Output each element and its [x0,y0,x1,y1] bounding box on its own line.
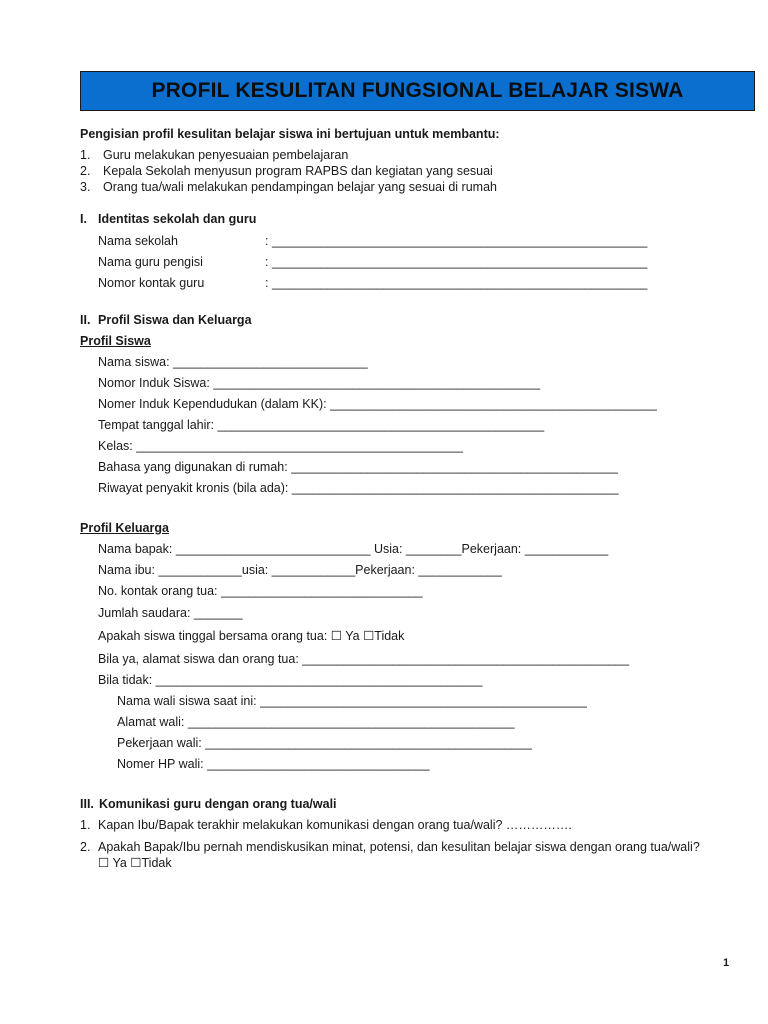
section-number: I. [80,212,87,226]
page-number: 1 [723,957,730,969]
form-field-line[interactable]: Nomer HP wali: ________________________________ [117,757,430,771]
form-field-line[interactable]: Kelas: _______________________________________________ [98,439,463,453]
form-field-line[interactable]: Bila ya, alamat siswa dan orang tua: _______________________________________________ [98,652,630,666]
form-field-line[interactable]: Alamat wali: _______________________________________________ [117,715,515,729]
form-field-line[interactable]: Pekerjaan wali: _______________________________________________ [117,736,532,750]
question-num: 2. [80,840,91,854]
field-label: Nama sekolah [98,234,178,248]
form-field-line[interactable]: Nomer Induk Kependudukan (dalam KK): _______________________________________________ [98,397,657,411]
fill-in-blank[interactable]: : ______________________________________________________ [265,255,648,269]
question-num: 1. [80,818,91,832]
form-field-line[interactable]: No. kontak orang tua: _____________________________ [98,584,423,598]
checkbox-question[interactable]: Apakah siswa tinggal bersama orang tua: ☐ Ya ☐Tidak [98,629,405,643]
fill-in-blank[interactable]: : ______________________________________________________ [265,276,648,290]
form-field-line[interactable]: Nama ibu: ____________usia: ____________Pekerjaan: ____________ [98,563,502,577]
form-field-line[interactable]: Nama bapak: ____________________________ Usia: ________Pekerjaan: ____________ [98,542,609,556]
form-field-line[interactable]: Nomor Induk Siswa: _______________________________________________ [98,376,541,390]
page-title: PROFIL KESULITAN FUNGSIONAL BELAJAR SISWA [151,79,684,102]
checkbox-options[interactable]: ☐ Ya ☐Tidak [98,856,172,870]
intro-item-text: Orang tua/wali melakukan pendampingan belajar yang sesuai di rumah [103,180,497,194]
intro-heading: Pengisian profil kesulitan belajar siswa ini bertujuan untuk membantu: [80,127,500,141]
form-field-line[interactable]: Tempat tanggal lahir: _______________________________________________ [98,418,545,432]
section-heading: Komunikasi guru dengan orang tua/wali [99,797,337,811]
field-label: Nomor kontak guru [98,276,205,290]
field-label: Nama guru pengisi [98,255,203,269]
form-field-line[interactable]: Riwayat penyakit kronis (bila ada): _______________________________________________ [98,481,619,495]
intro-item-num: 2. [80,164,91,178]
form-field-line[interactable]: Nama siswa: ____________________________ [98,355,368,369]
intro-item-text: Kepala Sekolah menyusun program RAPBS dan kegiatan yang sesuai [103,164,493,178]
question-text[interactable]: Kapan Ibu/Bapak terakhir melakukan komunikasi dengan orang tua/wali? ……………. [98,818,572,832]
title-banner [80,71,755,111]
form-field-line[interactable]: Nama wali siswa saat ini: _______________________________________________ [117,694,587,708]
fill-in-blank[interactable]: : ______________________________________________________ [265,234,648,248]
form-field-line[interactable]: Jumlah saudara: _______ [98,606,243,620]
form-field-line[interactable]: Bahasa yang digunakan di rumah: _______________________________________________ [98,460,618,474]
section-heading: Profil Siswa dan Keluarga [98,313,252,327]
intro-item-num: 3. [80,180,91,194]
section-heading: Identitas sekolah dan guru [98,212,257,226]
intro-item-text: Guru melakukan penyesuaian pembelajaran [103,148,349,162]
intro-item-num: 1. [80,148,91,162]
section-number: II. [80,313,91,327]
question-text: Apakah Bapak/Ibu pernah mendiskusikan minat, potensi, dan kesulitan belajar siswa dengan orang tua/wali? [98,840,700,854]
section-number: III. [80,797,94,811]
subsection-heading: Profil Keluarga [80,521,169,535]
form-field-line[interactable]: Bila tidak: _______________________________________________ [98,673,483,687]
subsection-heading: Profil Siswa [80,334,151,348]
